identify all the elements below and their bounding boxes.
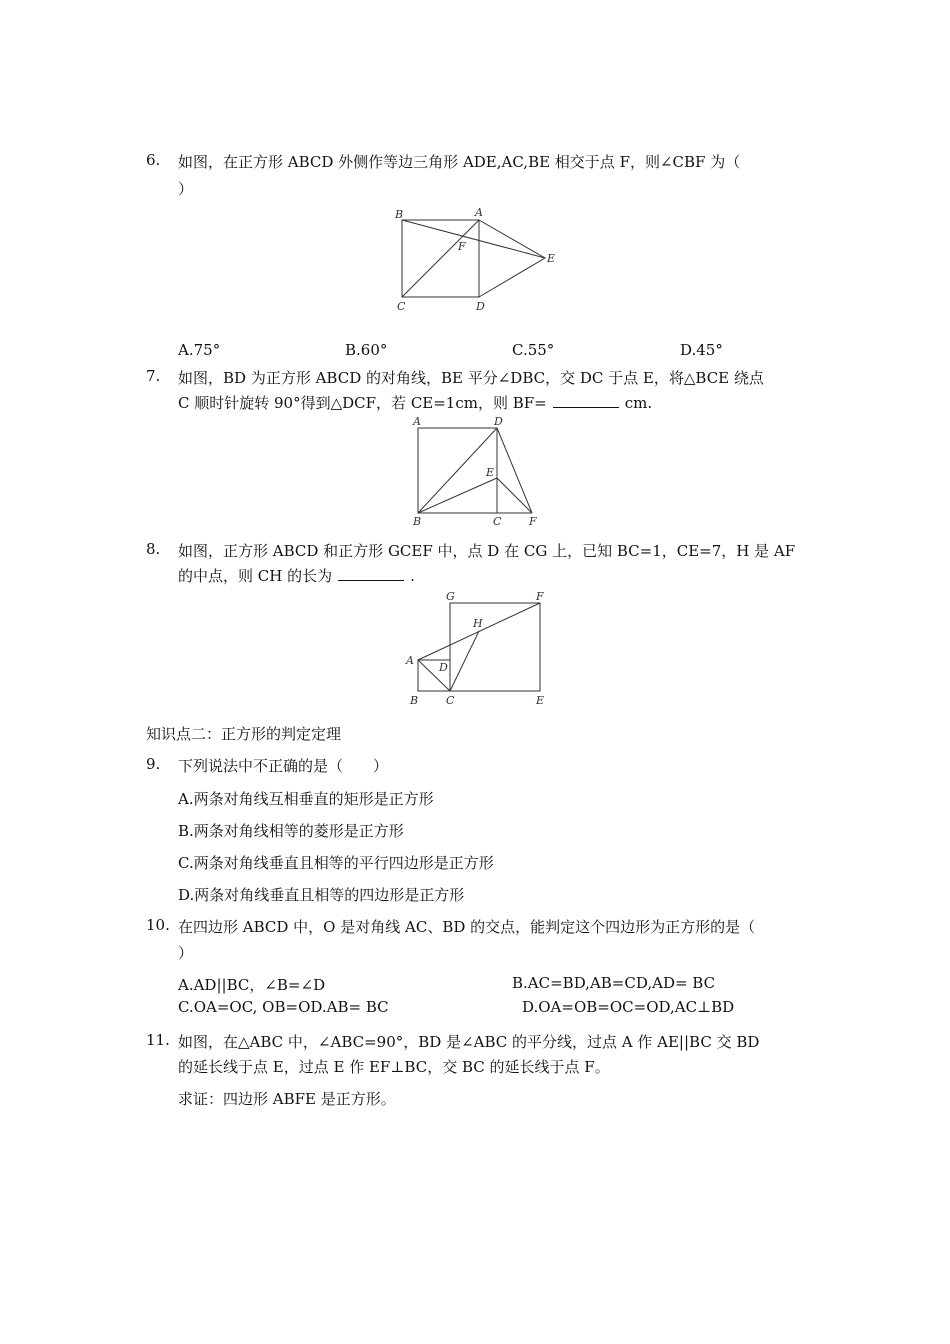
- q6-label-f: F: [458, 240, 466, 253]
- q8-figure: [400, 586, 560, 710]
- q9-option-d: D.两条对角线垂直且相等的四边形是正方形: [178, 886, 465, 904]
- q7-segment-be: [418, 478, 497, 513]
- q6-option-b: B.60°: [345, 341, 388, 359]
- q6-diagonal-ac: [402, 220, 479, 297]
- q8-stem-line2-text: 的中点，则 CH 的长为: [178, 567, 333, 585]
- q10-stem-line2: ）: [178, 944, 194, 962]
- q6-triangle-sides: [479, 220, 545, 297]
- q10-option-b: B.AC=BD,AB=CD,AD= BC: [512, 974, 716, 992]
- q9-option-a: A.两条对角线互相垂直的矩形是正方形: [178, 790, 434, 808]
- q6-label-e: E: [547, 252, 556, 265]
- q8-stem-line2-end: .: [410, 567, 415, 585]
- q8-label-c: C: [446, 694, 455, 707]
- q7-segment-ef: [497, 478, 532, 513]
- q7-number: 7.: [146, 367, 161, 385]
- q8-label-e: E: [536, 694, 545, 707]
- q8-stem-line2: [178, 565, 415, 586]
- q7-stem-line2-text: C 顺时针旋转 90°得到△DCF，若 CE=1cm，则 BF=: [178, 394, 547, 412]
- q7-stem-line2: [178, 392, 652, 413]
- q10-option-c: C.OA=OC, OB=OD.AB= BC: [178, 998, 389, 1016]
- q8-label-g: G: [446, 590, 455, 603]
- q8-square-gcef: [450, 603, 540, 691]
- q7-stem-line1: 如图，BD 为正方形 ABCD 的对角线，BE 平分∠DBC，交 DC 于点 E，将△BCE 绕点: [178, 369, 764, 387]
- q7-label-f: F: [529, 515, 537, 528]
- q8-label-a: A: [406, 654, 414, 667]
- q6-label-c: C: [397, 300, 406, 313]
- q10-stem-line1: 在四边形 ABCD 中，O 是对角线 AC、BD 的交点，能判定这个四边形为正方形的是（: [178, 918, 756, 936]
- q7-answer-blank[interactable]: [553, 393, 619, 408]
- q7-label-c: C: [493, 515, 502, 528]
- q7-stem-line2-unit: cm.: [624, 394, 653, 412]
- q11-stem-line1: 如图，在△ABC 中，∠ABC=90°，BD 是∠ABC 的平分线，过点 A 作 AE||BC 交 BD: [178, 1033, 760, 1051]
- q6-label-d: D: [476, 300, 485, 313]
- q6-stem-line2: ）: [178, 180, 194, 198]
- q11-number: 11.: [146, 1031, 170, 1049]
- q6-label-b: B: [395, 208, 404, 221]
- q8-answer-blank[interactable]: [338, 566, 404, 581]
- q7-figure: [405, 412, 555, 530]
- q8-label-d: D: [439, 661, 448, 674]
- q8-segment-ch: [450, 631, 479, 691]
- q6-option-d: D.45°: [680, 341, 723, 359]
- q7-label-e: E: [486, 466, 495, 479]
- section-heading: 知识点二：正方形的判定定理: [146, 725, 342, 743]
- q6-label-a: A: [475, 206, 483, 219]
- q7-segment-df: [497, 428, 532, 513]
- q10-option-d: D.OA=OB=OC=OD,AC⊥BD: [522, 998, 735, 1016]
- q7-label-d: D: [494, 415, 503, 428]
- q9-option-c: C.两条对角线垂直且相等的平行四边形是正方形: [178, 854, 494, 872]
- q8-label-b: B: [410, 694, 419, 707]
- q9-number: 9.: [146, 755, 161, 773]
- q11-stem-line2: 的延长线于点 E，过点 E 作 EF⊥BC，交 BC 的延长线于点 F。: [178, 1058, 610, 1076]
- q8-label-f: F: [536, 590, 544, 603]
- q6-option-a: A.75°: [178, 341, 221, 359]
- q9-option-b: B.两条对角线相等的菱形是正方形: [178, 822, 404, 840]
- q9-stem: 下列说法中不正确的是（ ）: [178, 757, 389, 775]
- q11-proof-prompt: 求证：四边形 ABFE 是正方形。: [178, 1090, 396, 1108]
- q6-number: 6.: [146, 151, 161, 169]
- q6-figure: [380, 205, 570, 315]
- q10-number: 10.: [146, 916, 170, 934]
- q10-option-a: A.AD||BC，∠B=∠D: [178, 976, 326, 994]
- q6-stem-line1: 如图，在正方形 ABCD 外侧作等边三角形 ADE,AC,BE 相交于点 F，则∠CBF 为（: [178, 153, 741, 171]
- q8-number: 8.: [146, 540, 161, 558]
- q6-option-c: C.55°: [512, 341, 555, 359]
- q7-label-a: A: [413, 415, 421, 428]
- q8-label-h: H: [473, 617, 483, 630]
- q8-stem-line1: 如图，正方形 ABCD 和正方形 GCEF 中，点 D 在 CG 上，已知 BC=1，CE=7，H 是 AF: [178, 542, 796, 560]
- q7-label-b: B: [413, 515, 422, 528]
